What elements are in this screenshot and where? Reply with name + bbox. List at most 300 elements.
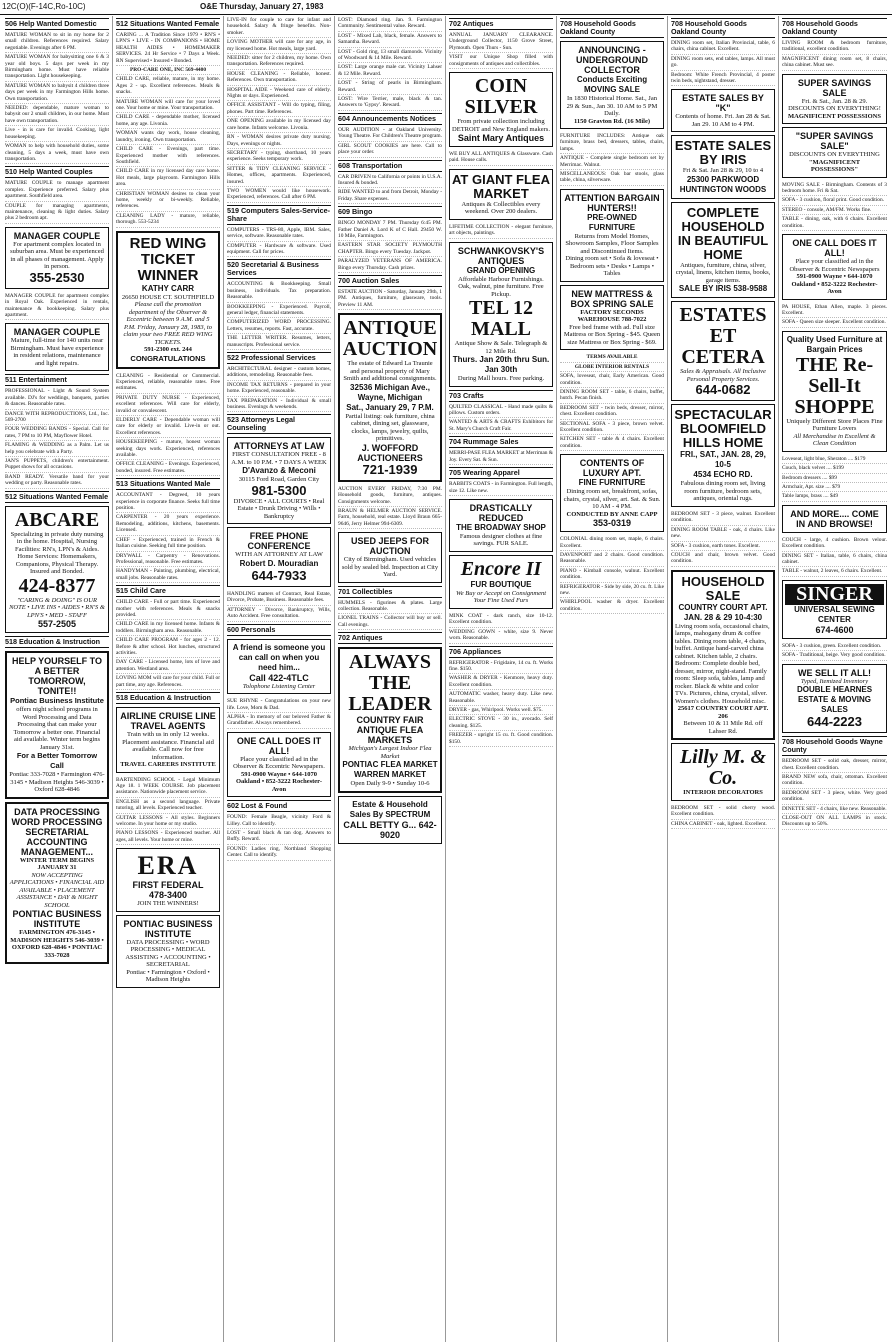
classified-ad: MERRI-PASE FLEA MARKET at Merriman & Joy. Every Sat. & Sun. bbox=[449, 449, 553, 465]
category-heading: 706 Appliances bbox=[449, 646, 553, 658]
classified-ad: PRO-CARE ONE, INC 569-4400 bbox=[116, 66, 220, 75]
classified-ad: BRAND NEW sofa, chair, ottoman. Excellent condition. bbox=[782, 773, 887, 789]
ad-title: ANNOUNCING - UNDERGROUND COLLECTOR bbox=[576, 45, 648, 75]
classified-ad: PA HOUSE, Ethan Allen, maple. 3 pieces. Excellent. bbox=[782, 303, 887, 319]
category-heading: 608 Transportation bbox=[338, 160, 442, 172]
ad-winner-name: KATHY CARR bbox=[141, 283, 195, 293]
classified-ad: LOST: Wire Terrier, male, black & tan. Answers to 'Gypsy'. Reward. bbox=[338, 95, 442, 111]
category-heading: 519 Computers Sales-Service-Share bbox=[227, 205, 331, 223]
ad-title: Lilly M. & Co. bbox=[679, 746, 767, 790]
classified-ad: EASTERN STAR SOCIETY PLYMOUTH CHAPTER. Bingo every Tuesday. Jackpot. bbox=[338, 241, 442, 257]
category-heading: 708 Household Goods Oakland County bbox=[671, 18, 775, 38]
classified-ad: OFFICE ASSISTANT - Will do typing, filing, phones. Part time. References. bbox=[227, 101, 331, 117]
classified-ad: LIFETIME COLLECTION - elegant furniture, art objects, paintings. bbox=[449, 223, 553, 239]
classified-ad: BAND READY. Versatile band for your wedding or party. Reasonable rates. bbox=[5, 473, 109, 489]
classified-ad: MATURE COUPLE to manage apartment complex. Experience preferred. Salary plus apartment. Southfield area. bbox=[5, 179, 109, 201]
classified-ad: ANTIQUE - Complete single bedroom set by Merrimac. Walnut. bbox=[560, 154, 664, 170]
classified-ad: HANDLING matters of Contract, Real Estate, Divorce, Probate, Business. Reasonable fees. bbox=[227, 590, 331, 606]
ad-address: 4534 ECHO RD. bbox=[693, 470, 753, 480]
classified-ad: ARCHITECTURAL designer - custom homes, additions, remodeling. Reasonable fees. bbox=[227, 365, 331, 381]
ad-title: WE SELL IT ALL! bbox=[798, 667, 871, 678]
ad-text: JOIN THE WINNERS! bbox=[137, 900, 199, 908]
classified-ad: SITTER & TIDY CLEANING SERVICE - Homes, offices, apartments. Experienced, insured. bbox=[227, 165, 331, 187]
ad-text: Train with us in only 12 weeks. Placement assistance. Financial aid available. Call now for free information. bbox=[122, 731, 214, 761]
classified-ad: MISCELLANEOUS: Oak bar stools, glass table, china, silverware. bbox=[560, 170, 664, 186]
classified-ad: CLEANING - Residential or Commercial. Experienced, reliable, reasonable rates. Free estimates. bbox=[116, 372, 220, 394]
display-ad-we-sell-it-all bbox=[782, 664, 887, 734]
ad-phone: 981-5300 bbox=[251, 482, 307, 498]
ad-phone: 424-8377 bbox=[18, 574, 96, 597]
category-heading: 600 Personals bbox=[227, 624, 331, 636]
classified-ad: COUCH and chair, brown velvet. Good condition. bbox=[671, 551, 775, 567]
display-ad-spectrum bbox=[338, 796, 442, 844]
classified-ad: THE LETTER WRITER. Resumes, letters, manuscripts. Professional service. bbox=[227, 334, 331, 350]
classified-ad: COMPUTERS - TRS-80, Apple, IBM. Sales, service, software. Reasonable rates. bbox=[227, 226, 331, 242]
ad-text: Free bed frame with ad. Full size Mattress or Box Spring - $45. Queen size Mattress or Box Spring - $69. bbox=[563, 323, 661, 346]
display-ad-always-the-leader bbox=[338, 647, 442, 793]
display-ad-complete-household bbox=[671, 202, 775, 299]
category-heading: 510 Help Wanted Couples bbox=[5, 166, 109, 178]
classified-ad: COUPLE for managing apartments, maintenance, cleaning & light duties. Salary plus 2 bedroom apt. bbox=[5, 202, 109, 224]
classified-ad: RABBITS COATS - in Farmington. Full length, size 12. Like new. bbox=[449, 480, 553, 496]
ad-text: Returns from Model Homes, Showroom Samples, Floor Samples and Discontinued Items. bbox=[565, 232, 659, 255]
classified-ad: QUILTED CLASSICAL - Hand made quilts & pillows. Custom orders. bbox=[449, 403, 553, 419]
ad-text: City of Birmingham. Used vehicles sold by sealed bid. Inspection at City Yard. bbox=[341, 556, 439, 579]
ad-text: DATA PROCESSING • WORD PROCESSING • MEDICAL ASSISTING • ACCOUNTING • SECRETARIAL bbox=[125, 938, 211, 969]
classified-ad: CHILD CARE - dependable mother, licensed home, any age. Livonia. bbox=[116, 113, 220, 129]
ad-subtitle: FIRST CONSULTATION FREE - 8 A.M. to 10 P.M. • 7 DAYS A WEEK bbox=[231, 451, 327, 466]
ad-phone: WAREHOUSE 788-7022 bbox=[577, 316, 647, 324]
ad-call: Call 422-4TLC bbox=[249, 672, 309, 683]
display-ad-manager-couple-2 bbox=[5, 323, 109, 371]
ad-title: ALWAYS THE LEADER bbox=[348, 651, 432, 716]
ad-title: AND MORE.... COME IN AND BROWSE! bbox=[790, 508, 879, 529]
classified-ad: LOST - Gold ring, 13 small diamonds. Vicinity of Woodward & 14 Mile. Reward. bbox=[338, 48, 442, 64]
category-heading: 700 Auction Sales bbox=[338, 275, 442, 287]
ad-phones: 591-0900 Wayne • 644-1070 Oakland • 852-3222 Rochester-Avon bbox=[236, 770, 322, 793]
ad-congrats: CONGRATULATIONS bbox=[130, 353, 206, 363]
classified-ad: HOUSE CLEANING - Reliable, honest. References. Own transportation. bbox=[227, 70, 331, 86]
ad-text: Place your classified ad in the Observer & Eccentric Newspapers bbox=[789, 258, 880, 273]
classified-ad: GLOBE INTERIOR RENTALS bbox=[560, 363, 664, 372]
display-ad-era bbox=[116, 848, 220, 912]
ad-hours: During Mall hours. Free parking. bbox=[457, 375, 545, 383]
ad-text: Please call the promotion department of the Observer & Eccentric between 9 A.M. and 5 P.M. Friday, January 28, 1983, to claim your two FREE RED WING TICKETS. bbox=[123, 301, 213, 346]
ad-title: ATTENTION BARGAIN HUNTERS!! bbox=[564, 192, 660, 213]
category-heading: 513 Situations Wanted Male bbox=[116, 478, 220, 490]
category-heading: 704 Rummage Sales bbox=[449, 436, 553, 448]
category-heading: 518 Education & Instruction bbox=[5, 636, 109, 648]
classified-ad: LIVING ROOM & bedroom furniture, traditional, excellent condition. bbox=[782, 39, 887, 55]
ad-phone: 478-3400 bbox=[148, 890, 188, 901]
classified-ad: RN - WOMAN desires private duty nursing. Days, evenings or nights. bbox=[227, 133, 331, 149]
classified-ad: BEDROOM SET - solid cherry wood. Excellent condition. bbox=[671, 804, 775, 820]
classified-ad: SOFA - 3 cushion, green. Excellent condition. bbox=[782, 642, 887, 651]
ad-list: All Merchandise in Excellent & Clean Condition bbox=[793, 432, 876, 448]
classified-ad: MATURE WOMAN to babysit 4 children three days per week in my Farmington Hills home. Own transportation. bbox=[5, 82, 109, 104]
ad-text: Specializing in private duty nursing in the home. Hospital, Nursing Facilities: RN's, LPN's & Aides. Home Services: Homemakers, Companions, Physical Therapy. Insured and Bonded. bbox=[10, 530, 104, 576]
column-6 bbox=[557, 16, 668, 1342]
classified-ad: FREEZER - upright 15 cu. ft. Good condition. $150. bbox=[449, 731, 553, 747]
ad-text: In 1830 Historical Home. Sat., Jan 29 & Sun., Jan 30. 10 AM to 5 PM Daily. bbox=[566, 95, 658, 117]
display-ad-help-yourself bbox=[5, 651, 109, 799]
classified-ad: CHILD CARE in my licensed day care home. Hot meals, large playroom. Farmington Hills area. bbox=[116, 167, 220, 189]
ad-subtitle: COUNTRY COURT APT. bbox=[678, 602, 768, 612]
classified-ad: HANDYMAN - Painting, plumbing, electrical, small jobs. Reasonable rates. bbox=[116, 567, 220, 583]
classified-ad: LOST - String of pearls in Birmingham. Reward. bbox=[338, 79, 442, 95]
classified-ad: DINING SET - Italian, table, 6 chairs, china cabinet. bbox=[782, 552, 887, 568]
classified-ad: DINING room set, Italian Provincial, table, 6 chairs, china cabinet. Excellent. bbox=[671, 39, 775, 55]
ad-title: ONE CALL DOES IT ALL! bbox=[792, 238, 877, 259]
ad-phone-2: 557-2505 bbox=[37, 619, 77, 630]
category-heading: 609 Bingo bbox=[338, 206, 442, 218]
ad-title: ANTIQUE AUCTION bbox=[342, 317, 438, 361]
ad-locations: Pontiac • Farmington • Oxford • Madison Heights bbox=[126, 968, 210, 984]
display-ad-estate-sales-iris bbox=[671, 135, 775, 199]
classified-ad: Table lamps, brass .... $49 bbox=[782, 492, 887, 501]
classified-ad: KITCHEN SET - table & 4 chairs. Excellent condition. bbox=[560, 435, 664, 451]
classified-ad: OUR AUDITION - at Oakland University. Young Theatre. For Children's Theatre program. bbox=[338, 126, 442, 142]
classified-ad: Live - in is care for invalid. Cooking, light housekeeping. bbox=[5, 126, 109, 142]
ad-title: NEW MATTRESS & BOX SPRING SALE bbox=[570, 288, 654, 309]
classified-ad: Bedroom dressers .... $99 bbox=[782, 474, 887, 483]
classified-ad: LOVING MOTHER will care for any age, in my licensed home. Hot meals, large yard. bbox=[227, 38, 331, 54]
ad-phone: 355-2530 bbox=[29, 269, 85, 285]
classified-ad: CHILD CARE, reliable, mature, in my home. Ages 2 - up. Excellent references. Meals & snacks. bbox=[116, 75, 220, 97]
ad-title: FREE PHONE CONFERENCE bbox=[247, 531, 311, 552]
classified-ad: LOST: Large orange male cat. Vicinity Lahser & 12 Mile. Reward. bbox=[338, 63, 442, 79]
category-heading: 705 Wearing Apparel bbox=[449, 467, 553, 479]
classified-ad: HOUSEKEEPING - mature, honest woman seeking days work. Experienced, references available. bbox=[116, 438, 220, 460]
classified-ad: Bedroom: White French Provincial, 4 poster twin beds, nightstand, dresser. bbox=[671, 71, 775, 87]
ad-title: DRASTICALLY REDUCED bbox=[469, 502, 533, 523]
classified-ad: ALPHA - In memory of our beloved Father & Grandfather. Always remembered. bbox=[227, 713, 331, 729]
ad-line: DATA PROCESSING bbox=[14, 806, 100, 817]
display-ad-pontiac-business bbox=[116, 915, 220, 988]
classified-ad: ONE OPENING available in my licensed day care home. Infants welcome. Livonia. bbox=[227, 117, 331, 133]
ad-text: DISCOUNTS ON EVERYTHING bbox=[789, 151, 880, 159]
ad-text: Contents of home. Fri. Jan 28 & Sat. Jan 29. 10 AM to 4 PM. bbox=[675, 113, 771, 128]
classified-ad: OFFICE CLEANING - Evenings. Experienced, bonded, insured. Free estimates. bbox=[116, 460, 220, 476]
ad-subtitle: MAGNIFICENT POSSESSIONS bbox=[788, 112, 881, 120]
classified-ad: Loveseat, light blue, Sheraton .... $179 bbox=[782, 455, 887, 464]
classified-ad: BOOKKEEPING - Experienced. Payroll, general ledger, financial statements. bbox=[227, 303, 331, 319]
classified-ad: HOSPITAL AIDE - Weekend care of elderly. Nights or days. Experienced. bbox=[227, 86, 331, 102]
page-dateline: O&E Thursday, January 27, 1983 bbox=[200, 2, 324, 11]
ad-text: Affordable Harbour Furnishings. Oak, walnut, pine furniture. Free Pickup. bbox=[458, 275, 544, 298]
classified-ad: BRAUN & HELMER AUCTION SERVICE. Farm, household, real estate. Lloyd Braun 665-9646, Jerry Helmer 994-6309. bbox=[338, 507, 442, 529]
classified-ad: MATURE WOMAN for babysitting one 6 & 3 year old boys. 5 days per week in my Birmingham home. Must have reliable transportation. Light housekeeping. bbox=[5, 53, 109, 82]
classified-ad: COLONIAL dining room set, maple, 6 chairs. Excellent. bbox=[560, 535, 664, 551]
ad-title: Encore II bbox=[460, 557, 542, 580]
classified-ad: LIVE-IN for couple to care for infant and household. Salary & fringe benefits. Non-smoker. bbox=[227, 16, 331, 38]
classified-ad: CHILD CARE in my licensed home. Infants & toddlers. Birmingham area. Reasonable. bbox=[116, 620, 220, 636]
classified-ad: VISIT our Unique Shop filled with consignments of antiques and collectibles. bbox=[449, 53, 553, 69]
ad-address: Antique Show & Sale. Telegraph & 12 Mile Rd. bbox=[454, 340, 548, 355]
ad-dates: FRI., SAT., JAN. 28, 29, 10-5 bbox=[680, 450, 766, 470]
classified-ad: FOUR WEDDING BANDS - Special. Call for rates, 7 PM to 10 PM, Mayflower Hotel. bbox=[5, 425, 109, 441]
ad-subtitle: DOUBLE HEARNES ESTATE & MOVING SALES bbox=[796, 685, 873, 715]
ad-address: 1150 Gravton Rd. (16 Mile) bbox=[573, 117, 650, 125]
ad-line: MANAGEMENT... bbox=[21, 846, 93, 857]
ad-text: Antiques, furniture, china, silver, crystal, linens, kitchen items, books, garage items. bbox=[675, 261, 771, 284]
ad-address: 32536 Michigan Ave., Wayne, Michigan bbox=[350, 382, 430, 402]
ad-title: ABCARE bbox=[14, 508, 100, 531]
display-ad-household-sale bbox=[671, 570, 775, 741]
ad-subtitle: PRE-OWNED FURNITURE bbox=[587, 212, 637, 232]
classified-ad: NEEDED: dependable, mature woman to babysit our 2 small children, in our home. Must have own transportation. bbox=[5, 104, 109, 126]
display-ad-coin-silver bbox=[449, 72, 553, 147]
classified-ad: MINK COAT - dark ranch, size 10-12. Excellent condition. bbox=[449, 612, 553, 628]
display-ad-luxury-apt bbox=[560, 454, 664, 532]
classified-ad: DAVENPORT and 2 chairs. Good condition. Reasonable. bbox=[560, 551, 664, 567]
classified-ad: DAY CARE - Licensed home, lots of love and attention. Westland area. bbox=[116, 658, 220, 674]
classified-ad: ACCOUNTING & Bookkeeping. Small business, individuals. Tax preparation. Reasonable. bbox=[227, 280, 331, 302]
classified-ad: TABLE - dining, oak, with 6 chairs. Excellent condition. bbox=[782, 215, 887, 231]
classified-ad: ACCOUNTANT - Degreed, 10 years experience in corporate finance. Seeks full time position. bbox=[116, 491, 220, 513]
classified-ad: PROFESSIONAL - Light & Sound System available. DJ's for weddings, banquets, parties & dances. Reasonable rates. bbox=[5, 387, 109, 409]
category-heading: 512 Situations Wanted Female bbox=[5, 491, 109, 501]
classified-ad: FOUND: Ladies ring, Northland Shopping Center. Call to identify. bbox=[227, 845, 331, 861]
ad-subtitle: WITH AN ATTORNEY AT LAW bbox=[235, 551, 323, 559]
classified-ad: SOFA - Traditional, beige. Very good condition. bbox=[782, 651, 887, 660]
category-heading: 708 Household Goods Wayne County bbox=[782, 736, 887, 756]
display-ad-mattress-sale bbox=[560, 285, 664, 351]
ad-hours: Open Daily 9-9 • Sunday 10-6 bbox=[350, 780, 430, 788]
column-1 bbox=[2, 16, 113, 1342]
ad-text: We Buy or Accept on Consignment Your Fine Used Furs bbox=[455, 589, 547, 605]
ad-text: NOW ACCEPTING APPLICATIONS • FINANCIAL AID AVAILABLE • PLACEMENT ASSISTANCE • DAY & NIGHT SCHOOL bbox=[9, 871, 105, 909]
page-folio: 12C(O)(F-14C,Ro-10C) bbox=[2, 2, 86, 11]
classified-ad: ELDERLY CARE - Dependable woman will care for elderly or invalid. Live-in or out. Excellent references. bbox=[116, 416, 220, 438]
display-ad-manager-couple bbox=[5, 227, 109, 289]
classified-ad: FURNITURE INCLUDES: Antique oak furniture, brass bed, dressers, tables, chairs, lamps. bbox=[560, 132, 664, 154]
display-ad-bargain-hunters bbox=[560, 189, 664, 282]
classified-ad: SECTIONAL SOFA - 3 piece, brown velvet. Excellent condition. bbox=[560, 420, 664, 436]
classified-ad: CLOSE-OUT ON ALL LAMPS in stock. Discounts up to 50%. bbox=[782, 814, 887, 830]
ad-subtitle: Michigan's Largest Indoor Flea Market bbox=[348, 745, 432, 760]
display-ad-encore bbox=[449, 555, 553, 609]
classified-ad: MATURE WOMAN will care for your loved one. Your home or mine. Your transportation. bbox=[116, 98, 220, 114]
ad-location: Between 10 & 11 Mile Rd. off Lahser Rd. bbox=[683, 720, 763, 735]
classified-ad: STEREO - console, AM/FM. Works fine. bbox=[782, 206, 887, 215]
classified-ad: CHEF - Experienced, trained in French & Italian cuisine. Seeking full time position. bbox=[116, 536, 220, 552]
classified-ad: RIDE WANTED to and from Detroit, Monday - Friday. Share expenses. bbox=[338, 188, 442, 204]
classified-ad: SECRETARY - typing, shorthand, 10 years experience. Seeks temporary work. bbox=[227, 149, 331, 165]
ad-address: 26650 HOUSE CT. SOUTHFIELD bbox=[121, 293, 215, 301]
ad-text: The estate of Edward La Traunie and personal property of Mary Smith and additional consignments. bbox=[343, 360, 437, 383]
ad-title: MANAGER COUPLE bbox=[13, 327, 101, 338]
classified-ad: SOFA, loveseat, chair, Early American. Good condition. bbox=[560, 372, 664, 388]
ad-list: DIVORCE • ALL COURTS • Real Estate • Drunk Driving • Wills • Bankruptcy bbox=[233, 497, 325, 520]
ad-subtitle: FINE FURNITURE bbox=[578, 478, 646, 488]
ad-mall-name: TEL 12 MALL bbox=[469, 297, 533, 341]
ad-title: CONTENTS OF LUXURY APT. bbox=[579, 458, 645, 479]
classified-ad: MANAGER COUPLE for apartment complex in Royal Oak. Experienced in rentals, maintenance & bookkeeping. Salary plus apartment. bbox=[5, 292, 109, 321]
column-5 bbox=[446, 16, 557, 1342]
classified-ad: SOFA - 3 cushion, earth tones. Excellent. bbox=[671, 542, 775, 551]
display-ad-red-wing bbox=[116, 231, 220, 369]
classified-ad: WOMAN wants day work, house cleaning, laundry, ironing. Own transportation. bbox=[116, 129, 220, 145]
classified-ad: MATURE WOMAN to sit in my home for 2 small children. References required. Salary negotiable. Evenings after 6 PM. bbox=[5, 31, 109, 53]
column-7 bbox=[668, 16, 779, 1342]
ad-title: ESTATE SALES BY "K" bbox=[682, 93, 764, 114]
ad-phone: CALL BETTY G... 642-9020 bbox=[343, 819, 437, 840]
ad-name: Saint Mary Antiques bbox=[457, 133, 545, 144]
classified-ad: COMPUTER - Hardware & software. Used equipment. Call for prices. bbox=[227, 242, 331, 258]
ad-text: Famous designer clothes at fine savings. FUR SALE. bbox=[459, 532, 543, 548]
category-heading: 523 Attorneys Legal Counseling bbox=[227, 414, 331, 434]
ad-phone: 721-1939 bbox=[362, 461, 418, 477]
classified-ad: TWO WOMEN would like housework. Experienced, references. Call after 6 PM. bbox=[227, 187, 331, 203]
ad-subtitle: INTERIOR DECORATORS bbox=[683, 789, 763, 797]
display-ad-data-processing bbox=[5, 802, 109, 965]
classified-ad: ELECTRIC STOVE - 30 in., avocado. Self cleaning. $125. bbox=[449, 715, 553, 731]
display-ad-singer bbox=[782, 580, 887, 639]
display-ad-super-savings-1 bbox=[782, 74, 887, 125]
classified-ad: CHINA CABINET - oak, lighted. Excellent. bbox=[671, 820, 775, 829]
classified-ad: Armchair, Apt. size .... $79 bbox=[782, 483, 887, 492]
classified-ad: FLAMING & WEDDING as a Palm. Let us help you celebrate with a Party. bbox=[5, 441, 109, 457]
classified-ad: MOVING SALE - Birmingham. Contents of 3 bedroom home. Fri & Sat. bbox=[782, 181, 887, 197]
ad-list: Dining room set • Sofa & loveseat • Bedroom sets • Desks • Lamps • Tables bbox=[565, 255, 659, 278]
display-ad-used-jeeps bbox=[338, 532, 442, 583]
ad-text: Mature, full-time for 140 units near Birmingham. Must have experience in resident relations, maintenance and light repairs. bbox=[10, 337, 104, 367]
ad-line: WORD PROCESSING bbox=[11, 816, 103, 827]
classified-ad: DINING ROOM SET - table, 6 chairs, buffet, hutch. Pecan finish. bbox=[560, 388, 664, 404]
display-ad-free-phone bbox=[227, 527, 331, 587]
era-logo: ERA bbox=[137, 851, 199, 881]
ad-phone: 353-0319 bbox=[592, 518, 632, 529]
classified-ad: REFRIGERATOR - Side by side, 20 cu. ft. Like new. bbox=[560, 583, 664, 599]
ad-title: AT GIANT FLEA MARKET bbox=[452, 171, 550, 201]
ad-auctioneer: J. WOFFORD AUCTIONEERS bbox=[357, 442, 423, 463]
ad-text: Sales & Appraisals. All Inclusive Personal Property Services. bbox=[680, 368, 766, 383]
classified-ad: LOST - Small black & tan dog. Answers to Buffy. Reward. bbox=[227, 829, 331, 845]
ad-market-2: WARREN MARKET bbox=[354, 770, 426, 780]
classified-ad: WE BUY ALL ANTIQUES & Glassware. Cash paid. House calls. bbox=[449, 150, 553, 166]
display-ad-attorneys bbox=[227, 437, 331, 524]
ad-text: Place your classified ad in the Observer & Eccentric Newspapers. bbox=[233, 755, 325, 771]
ad-subtitle: FACTORY SECONDS bbox=[580, 308, 644, 316]
ad-text: offers night school programs in Word Processing and Data Processing that can make your Tomorrow a better one. Financial aid available. Winter term begins January 31st. bbox=[13, 706, 101, 751]
column-8 bbox=[779, 16, 890, 1342]
ad-call: For a Better Tomorrow Call bbox=[16, 751, 98, 771]
ad-text: Antiques & Collectibles every weekend. Over 200 dealers. bbox=[461, 200, 541, 216]
category-heading: 703 Crafts bbox=[449, 390, 553, 402]
classified-ad: WEDDING GOWN - white, size 9. Never worn. Reasonable. bbox=[449, 628, 553, 644]
classified-ad: PARALYZED VETERANS OF AMERICA. Bingo every Thursday. Cash prizes. bbox=[338, 257, 442, 273]
ad-text: Fri & Sat. Jan 28 & 29, 10 to 4 bbox=[682, 167, 764, 175]
ad-title: USED JEEPS FOR AUCTION bbox=[350, 536, 430, 557]
ad-market-1: PONTIAC FLEA MARKET bbox=[342, 760, 438, 770]
ad-details: Fabulous dining room set, living room furniture, bedroom sets, antiques, oriental rugs. bbox=[680, 480, 766, 503]
classified-ad: PIANO - Kimball console, walnut. Excellent condition. bbox=[560, 567, 664, 583]
ad-subtitle: Pontiac Business Institute bbox=[10, 696, 104, 706]
ad-text: Dining room set, breakfront, sofas, chairs, crystal, silver, art. Sat. & Sun. 10 AM - 4 PM. bbox=[563, 488, 661, 511]
classified-ad: LOST: Diamond ring. Jan. 9. Farmington Community. Sentimental value. Reward. bbox=[338, 16, 442, 32]
ad-title: MANAGER COUPLE bbox=[13, 230, 101, 241]
ad-title: SINGER bbox=[785, 584, 884, 605]
ad-phone: 674-4600 bbox=[815, 624, 854, 635]
classified-ad: WASHER & DRYER - Kenmore, heavy duty. Excellent condition. bbox=[449, 674, 553, 690]
ad-title: COIN SILVER bbox=[464, 75, 538, 119]
ad-text: For apartment complex located in suburban area. Must be experienced in all phases of management. Apply in person. bbox=[10, 240, 104, 271]
display-ad-super-savings-2 bbox=[782, 127, 887, 178]
ad-dates: JAN. 28 & 29 10-4:30 bbox=[683, 612, 763, 622]
classified-ad: REFRIGERATOR - Frigidaire, 14 cu. ft. Works fine. $150. bbox=[449, 659, 553, 675]
ad-subtitle: TRAVEL CAREERS INSTITUTE bbox=[120, 761, 216, 768]
category-heading: 522 Professional Services bbox=[227, 352, 331, 364]
ad-phones: 591-0900 Wayne • 644-1070 Oakland • 852-3222 Rochester-Avon bbox=[791, 273, 878, 296]
ad-subtitle: FUR BOUTIQUE bbox=[470, 579, 532, 589]
ad-title: SUPER SAVINGS SALE bbox=[797, 77, 872, 98]
ad-title: ATTORNEYS AT LAW bbox=[233, 441, 325, 452]
classified-ad: LOVING MOM will care for your child. Full or part time, any age. References. bbox=[116, 674, 220, 690]
ad-title: SCHWANKOVSKY'S ANTIQUES bbox=[457, 245, 545, 266]
ad-text: Living room sofa, occasional chairs, lamps, mahogany drum & coffee tables. Dining room table, 4 chairs, buffet. Antique hand-carved china cabinet. Kitchen table, 2 chairs. Bedroom: Complete double bed, dresser, mirror, night-stand. Family room: Sleep sofa, tables, lamp and rocker. Black & white and color TVs. Pictures, china, crystal, silver. Women's clothes. Household misc. bbox=[675, 622, 770, 705]
ad-subtitle: Tolophone Listening Center bbox=[242, 682, 316, 690]
classified-ad: WOMAN to help with household duties, some cleaning, 5 days a week, must have own transportation. bbox=[5, 142, 109, 164]
ad-dates: Thurs. Jan 20th thru Sun. Jan 30th bbox=[452, 355, 550, 375]
classified-ad: CAR DRIVEN to California or points in U.S.A. Insured & bonded. bbox=[338, 173, 442, 189]
category-heading: 518 Education & Instruction bbox=[116, 692, 220, 704]
ad-phone: 644-7933 bbox=[251, 567, 307, 583]
classified-ad: CHILD CARE PROGRAM - for ages 2 - 12. Before & after school. Hot lunches, structured activities. bbox=[116, 636, 220, 658]
classified-ad: DRYER - gas, Whirlpool. Works well. $75. bbox=[449, 706, 553, 715]
ad-list: "CARING & DOING" IS OUR NOTE • LIVE INS • AIDES • RN'S & LPN'S • MED - STAFF bbox=[9, 596, 105, 619]
ad-title: "SUPER SAVINGS SALE" bbox=[795, 131, 874, 152]
ad-title: ESTATES ET CETERA bbox=[679, 304, 767, 369]
classified-ad: DANCE WITH REPRODUCTIONS, Ltd., Inc. 569-2700 bbox=[5, 410, 109, 426]
classified-ad: COUCH - large, 4 cushion. Brown velour. Excellent condition. bbox=[782, 536, 887, 552]
ad-line: ACCOUNTING bbox=[26, 836, 88, 847]
column-2 bbox=[113, 16, 224, 1342]
ad-firm-name: D'Avanzo & Meconi bbox=[242, 466, 316, 476]
ad-phone: 644-2223 bbox=[807, 714, 862, 730]
ad-name: PONTIAC BUSINESS INSTITUTE bbox=[12, 909, 102, 930]
display-ad-antique-auction bbox=[338, 313, 442, 482]
ad-text: Fri. & Sat., Jan. 28 & 29. DISCOUNTS ON EVERYTHING! bbox=[788, 97, 881, 113]
classified-ad: LIONEL TRAINS - Collector will buy or sell. Call evenings. bbox=[338, 614, 442, 630]
ad-text: From private collection including DETROIT and New England makers. bbox=[452, 118, 550, 133]
ad-title: HOUSEHOLD SALE bbox=[681, 573, 765, 603]
classified-ad: LOST - Mixed Lab, black, female. Answers to Samantha. Reward. bbox=[338, 32, 442, 48]
ad-address: 25300 PARKWOOD HUNTINGTON WOODS bbox=[679, 174, 767, 194]
classified-ad: AUTOMATIC washer, heavy duty. Like new. Reasonable. bbox=[449, 690, 553, 706]
ad-name: Robert D. Mouradian bbox=[239, 558, 319, 568]
category-heading: 520 Secretarial & Business Services bbox=[227, 259, 331, 279]
display-ad-one-call bbox=[227, 732, 331, 798]
display-ad-estates-et-cetera bbox=[671, 301, 775, 401]
classified-ad: CARPENTER - 20 years experience. Remodeling, additions, kitchens, basements. Licensed. bbox=[116, 513, 220, 535]
ad-subtitle: SALE BY IRIS 538-9588 bbox=[678, 284, 768, 294]
category-heading: 512 Situations Wanted Female bbox=[116, 19, 220, 28]
classified-ad: DINING room sets, end tables, lamps. All must go. bbox=[671, 55, 775, 71]
classified-ad: CLEANING LADY - mature, reliable, thorough. 553-5234 bbox=[116, 212, 220, 228]
ad-subtitle: UNIVERSAL SEWING CENTER bbox=[794, 604, 875, 624]
column-4 bbox=[335, 16, 446, 1342]
ad-subtitle: "MAGNIFICENT POSSESSIONS" bbox=[808, 158, 861, 174]
ad-subtitle: Conducts Exciting MOVING SALE bbox=[576, 75, 648, 94]
classified-ad: Couch, black velvet .... $199 bbox=[782, 464, 887, 473]
page-header bbox=[0, 0, 892, 15]
category-heading: 702 Antiques bbox=[338, 632, 442, 644]
ad-title: A friend is someone you can call on when you need him... bbox=[232, 642, 326, 672]
ad-text: Uniquely Different Store Places Fine Furniture Lovers bbox=[786, 417, 883, 433]
classified-ad: ESTATE AUCTION - Saturday, January 29th, 1 PM. Antiques, furniture, glassware, tools. Preview 11 AM. bbox=[338, 288, 442, 310]
ad-address: 25617 COUNTRY COURT APT. 206 bbox=[677, 705, 769, 720]
